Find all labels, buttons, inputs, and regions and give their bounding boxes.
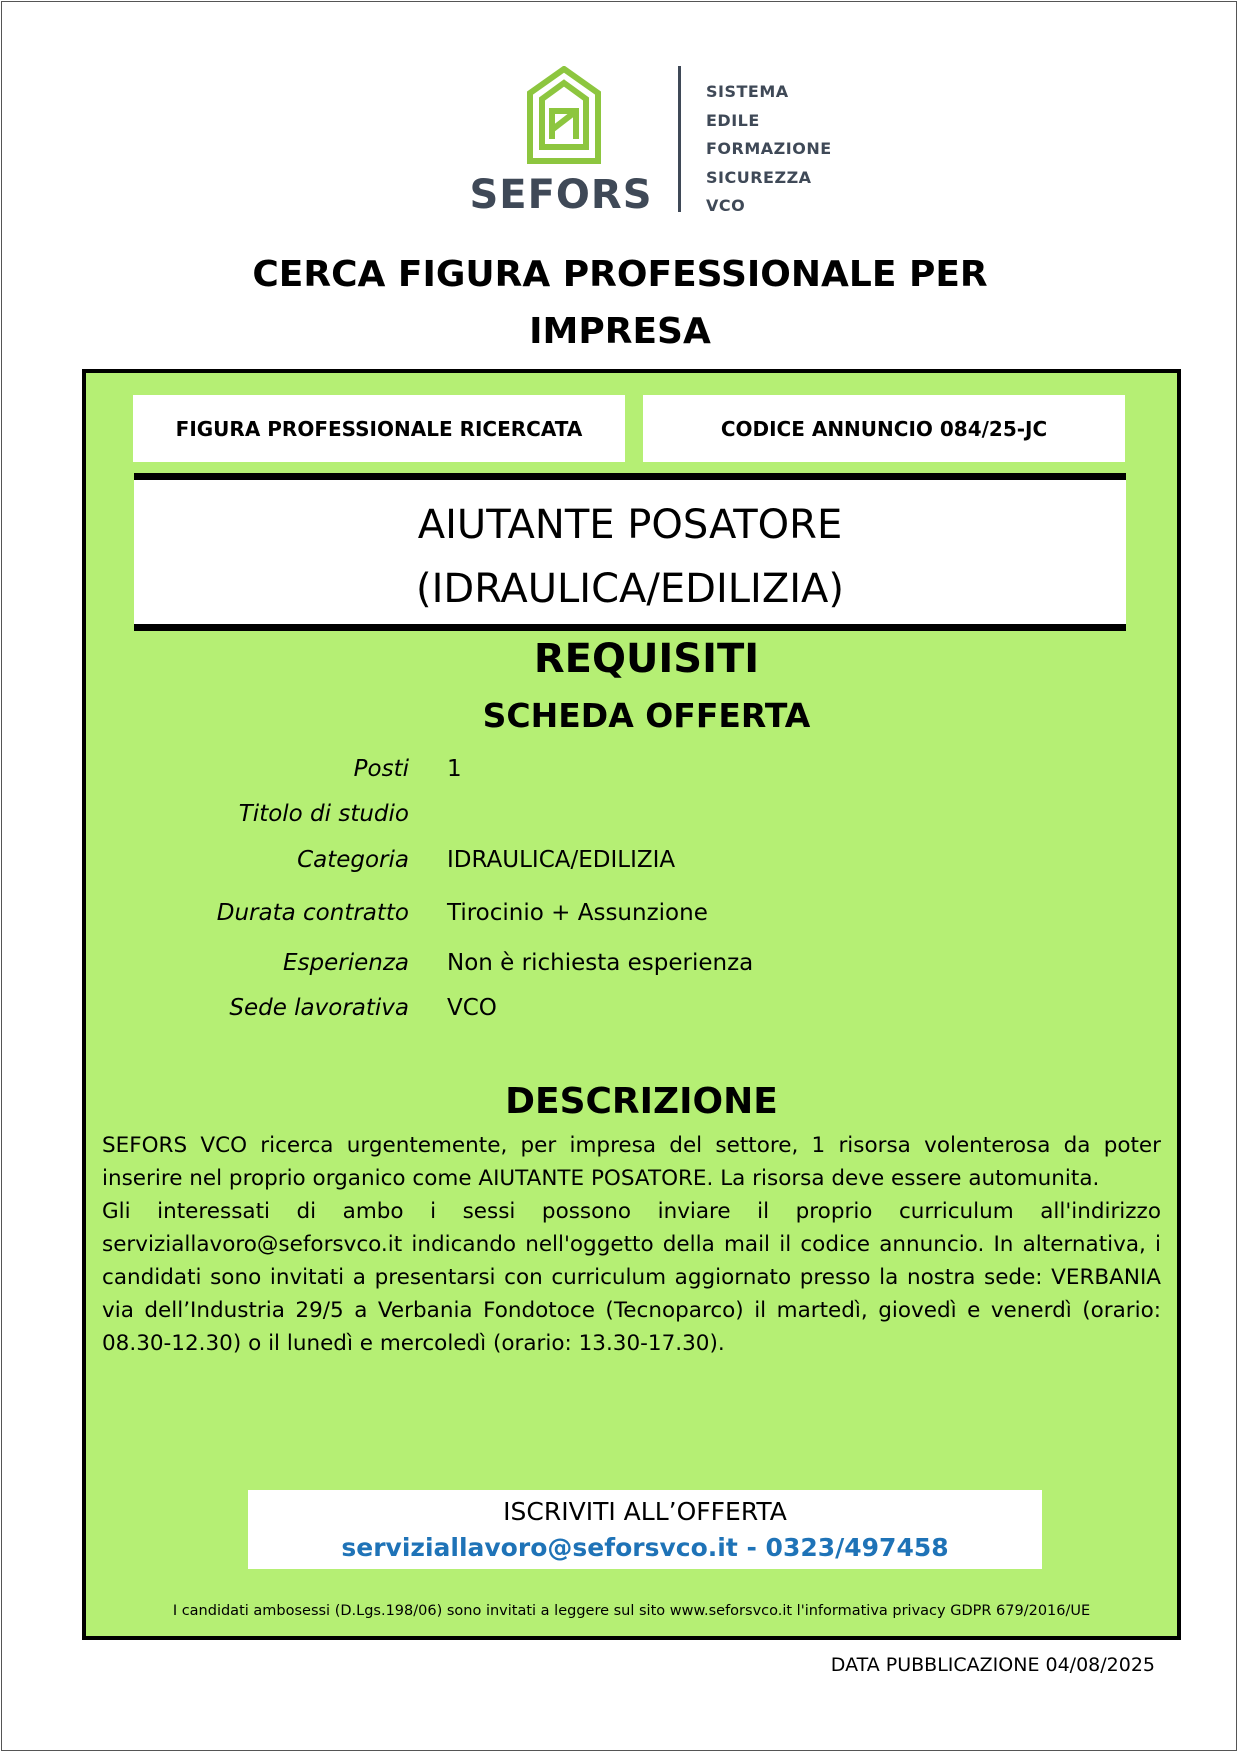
publication-date: DATA PUBBLICAZIONE 04/08/2025 [830, 1654, 1155, 1676]
contact-link[interactable]: serviziallavoro@seforsvco.it - 0323/497458 [341, 1533, 949, 1562]
logo-wordmark: SEFORS [469, 172, 653, 218]
scheda-value: 1 [447, 756, 462, 782]
logo-line: VCO [706, 196, 746, 215]
job-title-line: (IDRAULICA/EDILIZIA) [416, 566, 844, 612]
descrizione-paragraph: Gli interessati di ambo i sessi possono inviare il proprio curriculum all'indirizzo serviziallavoro@seforsvco.it indicando nell'oggetto della mail il codice annuncio. In alternativa, i candidati sono invitati a presentarsi con curriculum aggiornato presso la nostra sede: VERBANIA via dell’Industria 29/5 a Verbania Fondotoce (Tecnoparco) il martedì, giovedì e venerdì (orario: 08.30-12.30) o il lunedì e mercoledì (orario: 13.30-17.30). [102, 1199, 1161, 1356]
scheda-value: Tirocinio + Assunzione [447, 900, 708, 926]
page-title [0, 246, 1240, 360]
scheda-value: Non è richiesta esperienza [447, 950, 754, 976]
privacy-note: I candidati ambosessi (D.Lgs.198/06) sono invitati a leggere sul sito www.seforsvco.it l'informativa privacy GDPR 679/2016/UE [172, 1603, 1091, 1619]
logo-tagline [706, 78, 832, 221]
descrizione-body [102, 1129, 1161, 1360]
codice-annuncio: CODICE ANNUNCIO 084/25-JC [720, 416, 1048, 441]
iscriviti-label: ISCRIVITI ALL’OFFERTA [503, 1497, 787, 1526]
figura-label-box [133, 395, 625, 462]
scheda-label: Categoria [297, 847, 409, 873]
scheda-label: Titolo di studio [238, 801, 409, 827]
requisiti-heading: REQUISITI [533, 636, 760, 682]
scheda-value: IDRAULICA/EDILIZIA [447, 847, 676, 873]
scheda-label: Posti [353, 756, 409, 782]
descrizione-paragraph: SEFORS VCO ricerca urgentemente, per impresa del settore, 1 risorsa volenterosa da poter inserire nel proprio organico come AIUTANTE POSATORE. La risorsa deve essere automunita. [102, 1133, 1161, 1191]
scheda-row-categoria [86, 847, 1177, 879]
logo-line: SICUREZZA [706, 167, 812, 187]
scheda-row-titolo [86, 801, 1177, 833]
scheda-value: VCO [447, 995, 497, 1021]
logo-line: SISTEMA [706, 82, 789, 101]
job-title-box [134, 473, 1126, 631]
page-title-line: IMPRESA [529, 311, 711, 352]
sefors-logo [466, 66, 846, 216]
codice-annuncio-box [643, 395, 1125, 462]
scheda-row-durata [86, 900, 1177, 932]
scheda-label: Durata contratto [216, 900, 409, 926]
logo-line: EDILE [706, 110, 760, 130]
logo-divider [678, 66, 681, 212]
scheda-heading: SCHEDA OFFERTA [482, 696, 811, 735]
scheda-label: Sede lavorativa [229, 995, 409, 1021]
scheda-row-esperienza [86, 950, 1177, 982]
iscriviti-box [248, 1490, 1042, 1569]
page-title-line: CERCA FIGURA PROFESSIONALE PER [252, 254, 988, 295]
scheda-label: Esperienza [282, 950, 409, 976]
sefors-shield-icon [525, 66, 603, 164]
descrizione-heading: DESCRIZIONE [505, 1081, 778, 1122]
scheda-row-posti [86, 756, 1177, 788]
scheda-row-sede [86, 995, 1177, 1027]
logo-line: FORMAZIONE [706, 139, 832, 158]
job-title-line: AIUTANTE POSATORE [417, 502, 843, 548]
job-offer-panel [82, 369, 1181, 1640]
figura-label: FIGURA PROFESSIONALE RICERCATA [175, 416, 583, 441]
